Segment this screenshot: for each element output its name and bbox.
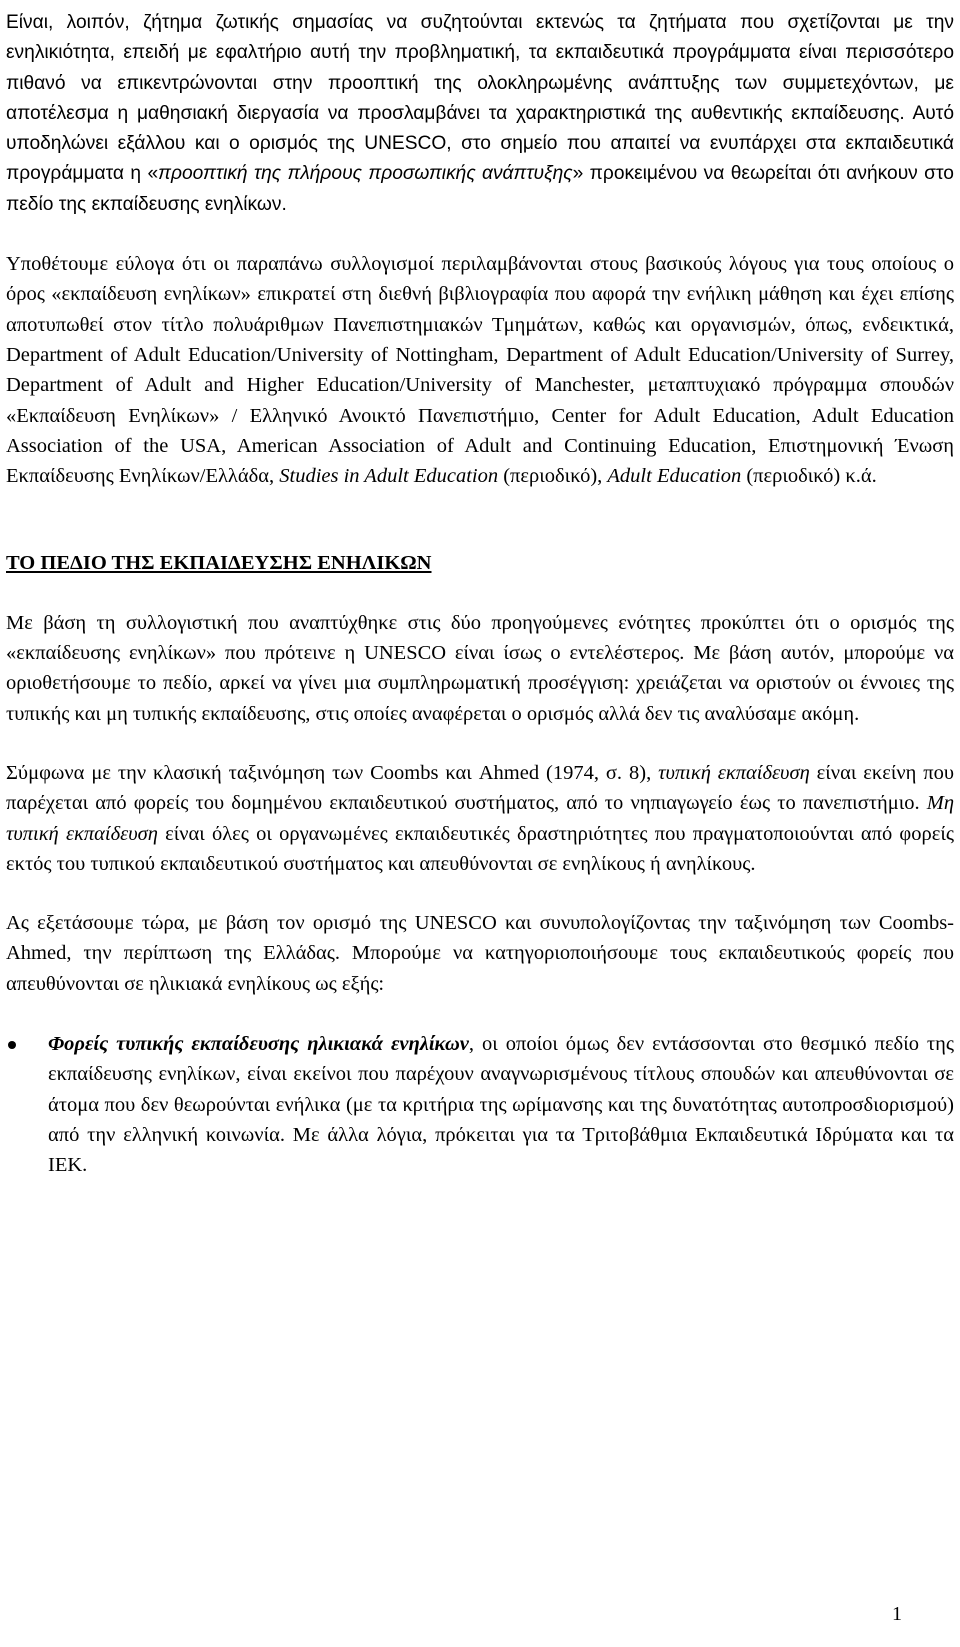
p4-text-end: είναι όλες οι οργανωμένες εκπαιδευτικές δραστηριότητες που πραγματοποιούνται από φορείς εκτός του τυπικού εκπαιδευτικού συστήματος και απευθύνονται σε ενηλίκους ή ανηλίκους. <box>6 822 954 875</box>
p4-term-formal: τυπική εκπαίδευση <box>658 761 810 784</box>
p1-emphasis-quote: προοπτική της πλήρους προσωπικής ανάπτυξης <box>158 163 573 185</box>
paragraph-1 <box>6 8 954 220</box>
bullet-list <box>6 1029 954 1180</box>
paragraph-2 <box>6 249 954 491</box>
p4-term-nonformal: Μη τυπική εκπαίδευση <box>6 792 954 845</box>
p1-text-start: Είναι, λοιπόν, ζήτημα ζωτικής σημασίας να συζητούνται εκτενώς τα ζητήματα που σχετίζονται με την ενηλικιότητα, επειδή με εφαλτήριο αυτή την προβληματική, τα εκπαιδευτικά προγράμματα είναι περισσότερο πιθανό να επικεντρώνονται στην προοπτική της ολοκληρωμένης ανάπτυξης των συμμετεχόντων, με αποτέλεσμα η μαθησιακή διεργασία να προσλαμβάνει τα χαρακτηριστικά της αυθεντικής εκπαίδευσης. Αυτό υποδηλώνει εξάλλου και ο ορισμός της UNESCO, στο σημείο που απαιτεί να ενυπάρχει στα εκπαιδευτικά προγράμματα η « <box>6 12 954 185</box>
section-heading: ΤΟ ΠΕΔΙΟ ΤΗΣ ΕΚΠΑΙΔΕΥΣΗΣ ΕΝΗΛΙΚΩΝ <box>6 552 432 575</box>
p1-text-end: » προκειμένου να θεωρείται ότι ανήκουν στο πεδίο της εκπαίδευσης ενηλίκων. <box>6 163 954 215</box>
p2-text-start: Υποθέτουμε εύλογα ότι οι παραπάνω συλλογισμοί περιλαμβάνονται στους βασικούς λόγους για τους οποίους ο όρος «εκπαίδευση ενηλίκων» επικρατεί στη διεθνή βιβλιογραφία που αφορά την ενήλικη μάθηση και έχει επίσης αποτυπωθεί στον τίτλο πολυάριθμων Πανεπιστημιακών Τμημάτων, καθώς και οργανισμών, όπως, ενδεικτικά, Department of Adult Education/University of Nottingham, Department of Adult Education/University of Surrey, Department of Adult and Higher Education/University of Manchester, μεταπτυχιακό πρόγραμμα σπουδών «Εκπαίδευση Ενηλίκων» / Ελληνικό Ανοικτό Πανεπιστήμιο, Center for Adult Education, Adult Education Association of the USA, American Association of Adult and Continuing Education, Επιστημονική Ένωση Εκπαίδευσης Ενηλίκων/Ελλάδα, <box>6 253 954 488</box>
p4-text-mid: είναι εκείνη που παρέχεται από φορείς του δομημένου εκπαιδευτικού συστήματος, από το νηπιαγωγείο έως το πανεπιστήμιο. <box>6 761 955 815</box>
bullet-term: Φορείς τυπικής εκπαίδευσης ηλικιακά ενηλίκων <box>48 1033 469 1056</box>
paragraph-5: Ας εξετάσουμε τώρα, με βάση τον ορισμό της UNESCO και συνυπολογίζοντας την ταξινόμηση των Coombs-Ahmed, την περίπτωση της Ελλάδας. Μπορούμε να κατηγοριοποιήσουμε τους εκπαιδευτικούς φορείς που απευθύνονται σε ηλικιακά ενηλίκους ως εξής: <box>6 912 954 995</box>
list-item <box>6 1029 954 1180</box>
paragraph-4 <box>6 758 954 879</box>
p2-journal-title-1: Studies in Adult Education <box>279 465 499 488</box>
p2-text-end: (περιοδικό) κ.ά. <box>741 465 877 488</box>
bullet-text: , οι οποίοι όμως δεν εντάσσονται στο θεσμικό πεδίο της εκπαίδευσης ενηλίκων, είναι εκείνοι που παρέχουν αναγνωρισμένους τίτλους σπουδών και απευθύνονται σε άτομα που δεν θεωρούνται ενήλικα (με τα κριτήρια της ωρίμανσης και της δυνατότητας αυτοπροσδιορισμού) από την ελληνική κοινωνία. Με άλλα λόγια, πρόκειται για τα Τριτοβάθμια Εκπαιδευτικά Ιδρύματα και τα ΙΕΚ. <box>48 1033 955 1177</box>
page-number: 1 <box>892 1602 902 1625</box>
p2-journal-title-2: Adult Education <box>607 465 742 488</box>
paragraph-3: Με βάση τη συλλογιστική που αναπτύχθηκε στις δύο προηγούμενες ενότητες προκύπτει ότι ο ορισμός της «εκπαίδευσης ενηλίκων» που πρότεινε η UNESCO είναι ίσως ο εντελέστερος. Με βάση αυτόν, μπορούμε να οριοθετήσουμε το πεδίο, αρκεί να γίνει μια συμπληρωματική προσέγγιση: χρειάζεται να οριστούν οι έννοιες της τυπικής και μη τυπικής εκπαίδευσης, στις οποίες αναφέρεται ο ορισμός αλλά δεν τις αναλύσαμε ακόμη. <box>6 611 954 725</box>
bullet-icon <box>8 1041 16 1049</box>
p4-text-start: Σύμφωνα με την κλασική ταξινόμηση των Coombs και Ahmed (1974, σ. 8), <box>6 761 659 784</box>
p2-text-mid: (περιοδικό), <box>498 465 608 488</box>
